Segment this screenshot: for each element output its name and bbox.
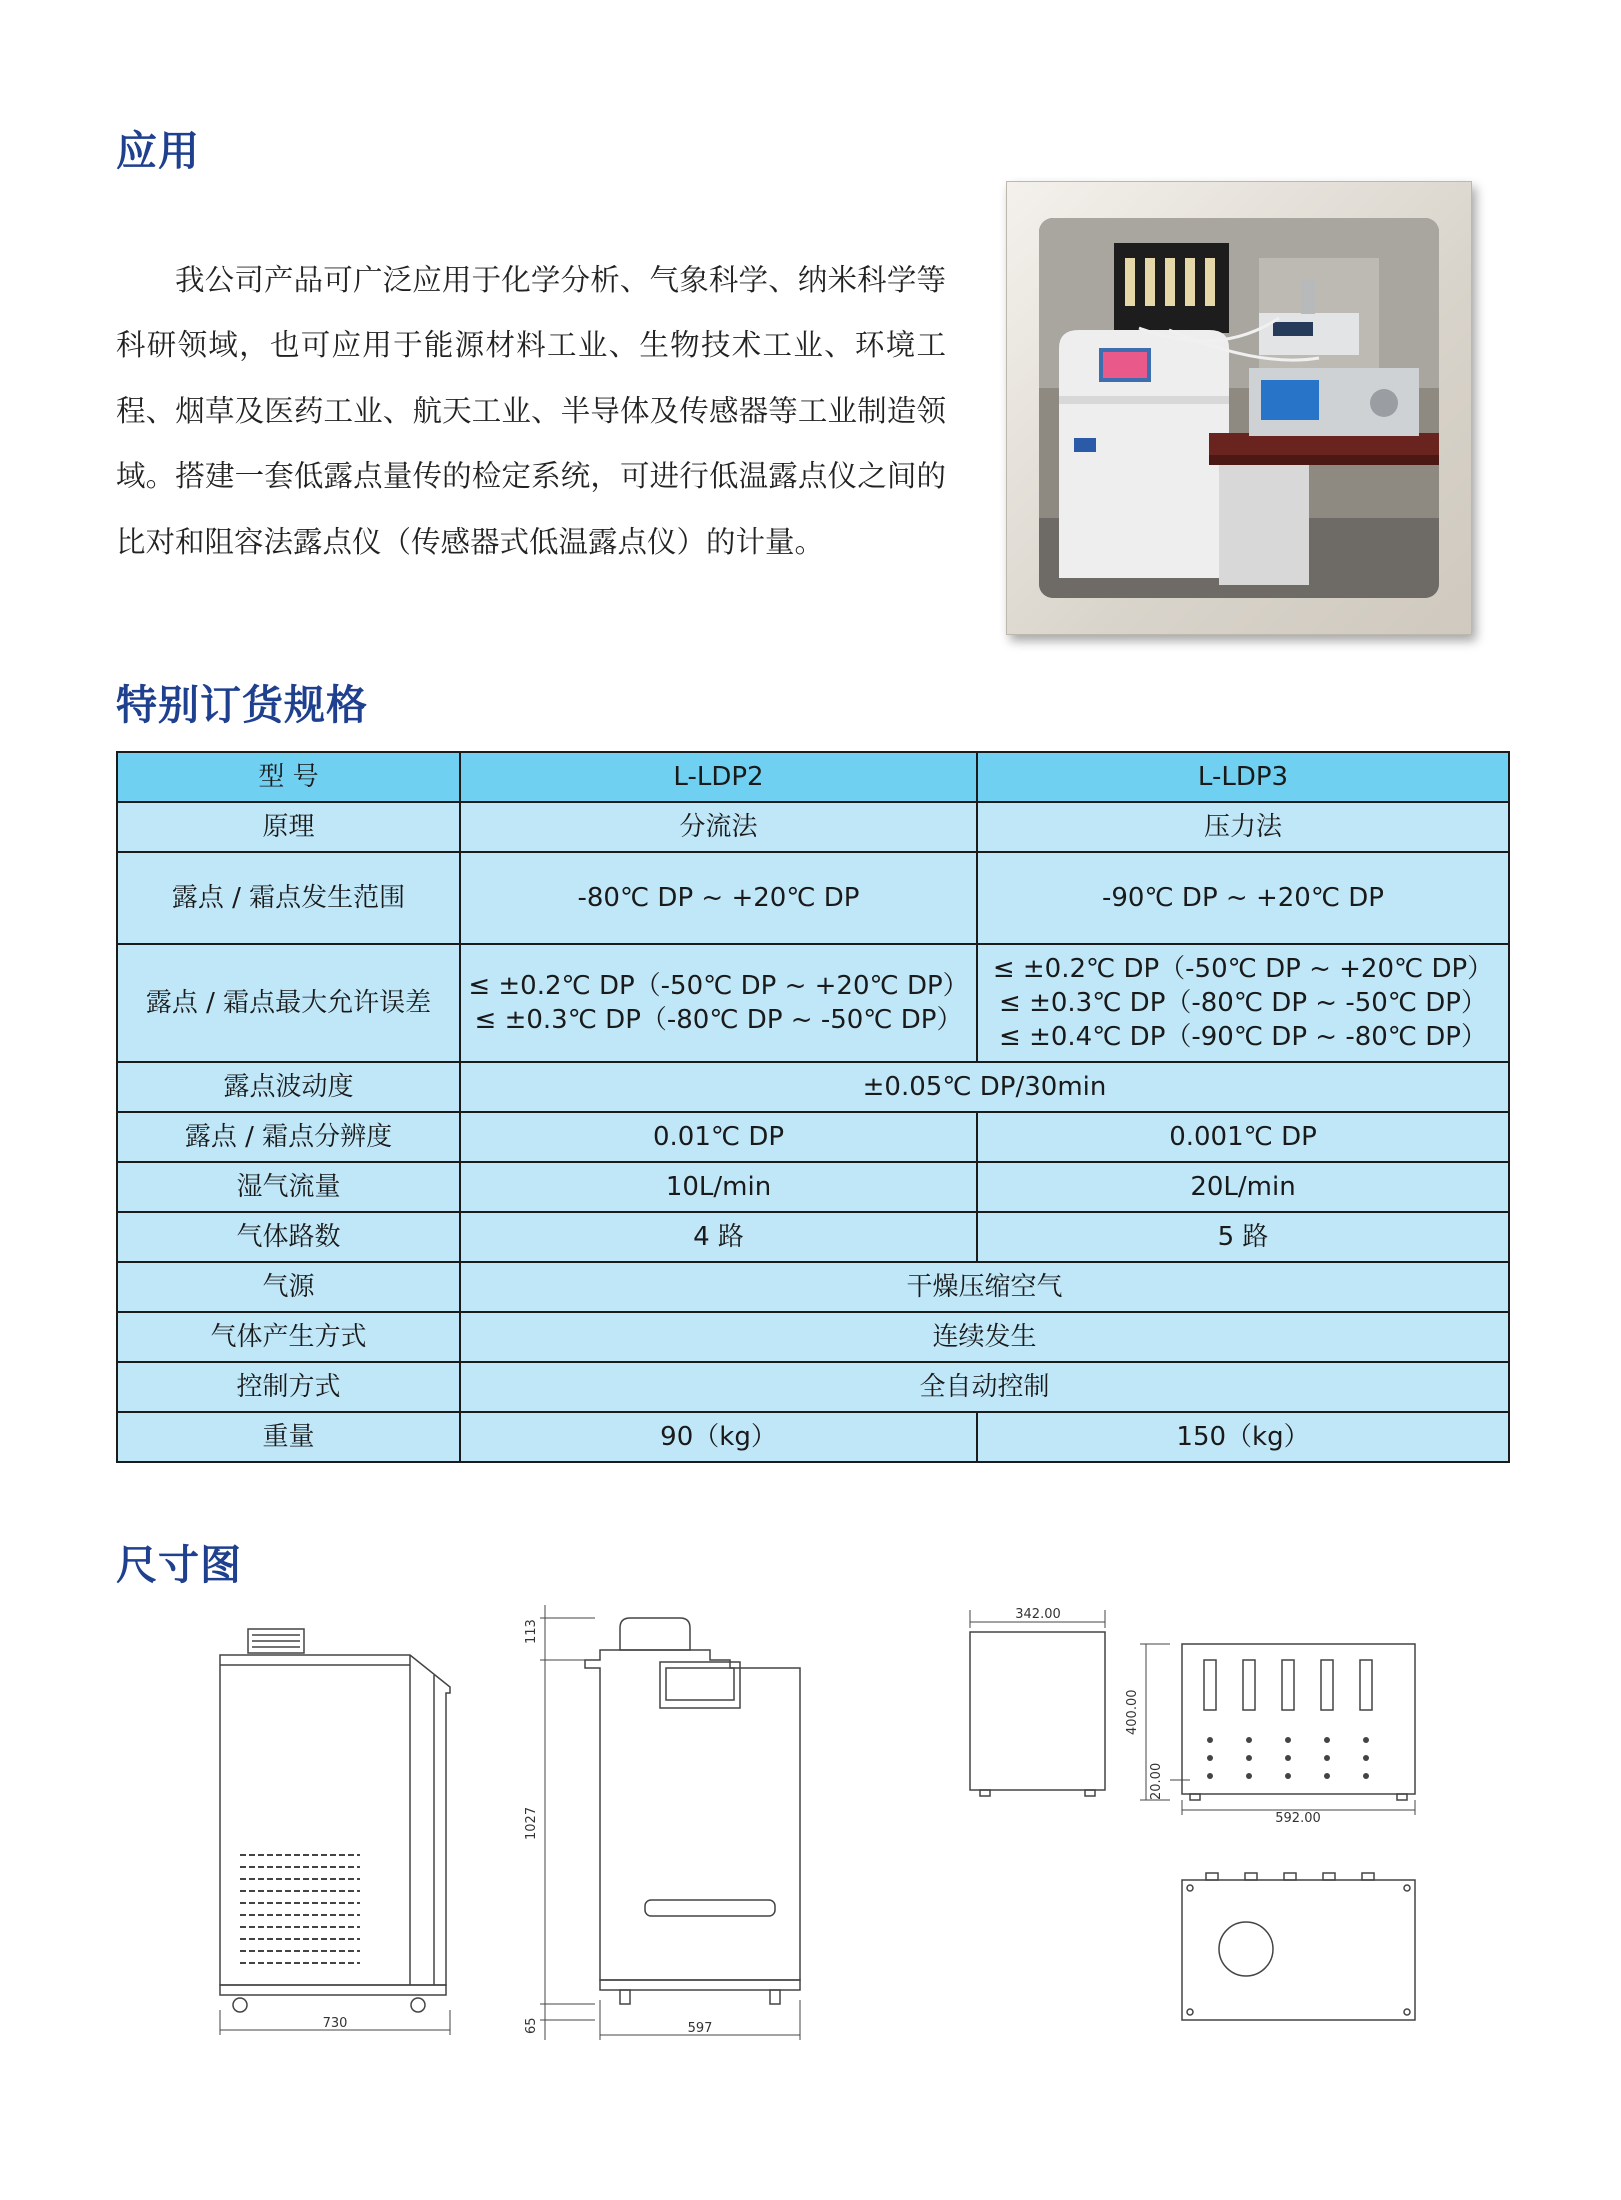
- error-line: ≤ ±0.2℃ DP（-50℃ DP ~ +20℃ DP）: [992, 954, 1494, 984]
- product-photo: [1039, 218, 1439, 598]
- table-row: [117, 1112, 1509, 1162]
- dim-front-width: 597: [687, 2021, 713, 2036]
- row-label: 露点波动度: [117, 1062, 460, 1112]
- row-label: 控制方式: [117, 1362, 460, 1412]
- dim-box-height: 400.00: [1125, 1689, 1140, 1735]
- row-label: 重量: [117, 1412, 460, 1462]
- dim-box-foot: 20.00: [1149, 1762, 1164, 1800]
- row-value-model-1: 分流法: [460, 802, 977, 852]
- row-value-both: 全自动控制: [460, 1362, 1509, 1412]
- row-label: 露点 / 霜点最大允许误差: [117, 944, 460, 1062]
- header-model-1: L-LDP2: [460, 752, 977, 802]
- application-paragraph: 我公司产品可广泛应用于化学分析、气象科学、纳米科学等科研领域，也可应用于能源材料工业、生物技术工业、环境工程、烟草及医药工业、航天工业、半导体及传感器等工业制造领域。搭建一套低露点量传的检定系统，可进行低温露点仪之间的比对和阻容法露点仪（传感器式低温露点仪）的计量。: [116, 262, 946, 559]
- error-line: ≤ ±0.3℃ DP（-80℃ DP ~ -50℃ DP）: [999, 988, 1487, 1018]
- product-photo-frame: [1006, 181, 1472, 635]
- product-photo-illustration: [1039, 218, 1439, 598]
- row-value-both: ±0.05℃ DP/30min: [460, 1062, 1509, 1112]
- row-value-model-2: -90℃ DP ~ +20℃ DP: [977, 852, 1509, 944]
- row-value-model-2: 150（kg）: [977, 1412, 1509, 1462]
- error-line: ≤ ±0.4℃ DP（-90℃ DP ~ -80℃ DP）: [999, 1022, 1487, 1052]
- header-label: 型 号: [117, 752, 460, 802]
- row-value-model-2: 20L/min: [977, 1162, 1509, 1212]
- section-title-application: 应用: [116, 127, 200, 175]
- flowmeter-views-drawing: [960, 1600, 1440, 1840]
- side-view-drawing: [210, 1615, 470, 2045]
- row-label: 气体路数: [117, 1212, 460, 1262]
- table-row: [117, 1262, 1509, 1312]
- table-row: [117, 944, 1509, 1062]
- table-row: [117, 852, 1509, 944]
- row-label: 气源: [117, 1262, 460, 1312]
- dim-front-bottom: 65: [524, 2017, 539, 2034]
- dim-side-width: 730: [322, 2016, 348, 2031]
- row-label: 露点 / 霜点分辨度: [117, 1112, 460, 1162]
- row-value-model-1: 0.01℃ DP: [460, 1112, 977, 1162]
- error-line: ≤ ±0.2℃ DP（-50℃ DP ~ +20℃ DP）: [468, 971, 969, 1001]
- dim-front-height: 1027: [524, 1806, 539, 1840]
- row-value-model-1: -80℃ DP ~ +20℃ DP: [460, 852, 977, 944]
- header-model-2: L-LDP3: [977, 752, 1509, 802]
- row-label: 湿气流量: [117, 1162, 460, 1212]
- error-line: ≤ ±0.3℃ DP（-80℃ DP ~ -50℃ DP）: [474, 1005, 963, 1035]
- top-view-drawing: [1170, 1868, 1430, 2028]
- row-value-model-1: 10L/min: [460, 1162, 977, 1212]
- row-value-model-1: 90（kg）: [460, 1412, 977, 1462]
- dim-panel-width: 592.00: [1275, 1811, 1321, 1826]
- spec-table: [116, 751, 1510, 1463]
- dim-box-width: 342.00: [1015, 1607, 1061, 1622]
- row-value-both: 干燥压缩空气: [460, 1262, 1509, 1312]
- row-value-model-2: 5 路: [977, 1212, 1509, 1262]
- table-row: [117, 1312, 1509, 1362]
- table-row: [117, 1062, 1509, 1112]
- table-row: [117, 1412, 1509, 1462]
- row-label: 气体产生方式: [117, 1312, 460, 1362]
- row-value-model-2: 0.001℃ DP: [977, 1112, 1509, 1162]
- row-value-model-1: [460, 944, 977, 1062]
- table-row: [117, 1162, 1509, 1212]
- row-label: 露点 / 霜点发生范围: [117, 852, 460, 944]
- table-row: [117, 1362, 1509, 1412]
- row-value-model-1: 4 路: [460, 1212, 977, 1262]
- front-view-drawing: [510, 1600, 810, 2050]
- row-value-model-2: 压力法: [977, 802, 1509, 852]
- section-title-dimensions: 尺寸图: [116, 1541, 242, 1589]
- row-value-both: 连续发生: [460, 1312, 1509, 1362]
- section-title-spec: 特别订货规格: [116, 681, 368, 729]
- row-label: 原理: [117, 802, 460, 852]
- table-row: [117, 1212, 1509, 1262]
- dim-front-top: 113: [524, 1619, 539, 1644]
- table-row: [117, 802, 1509, 852]
- row-value-model-2: [977, 944, 1509, 1062]
- table-header-row: [117, 752, 1509, 802]
